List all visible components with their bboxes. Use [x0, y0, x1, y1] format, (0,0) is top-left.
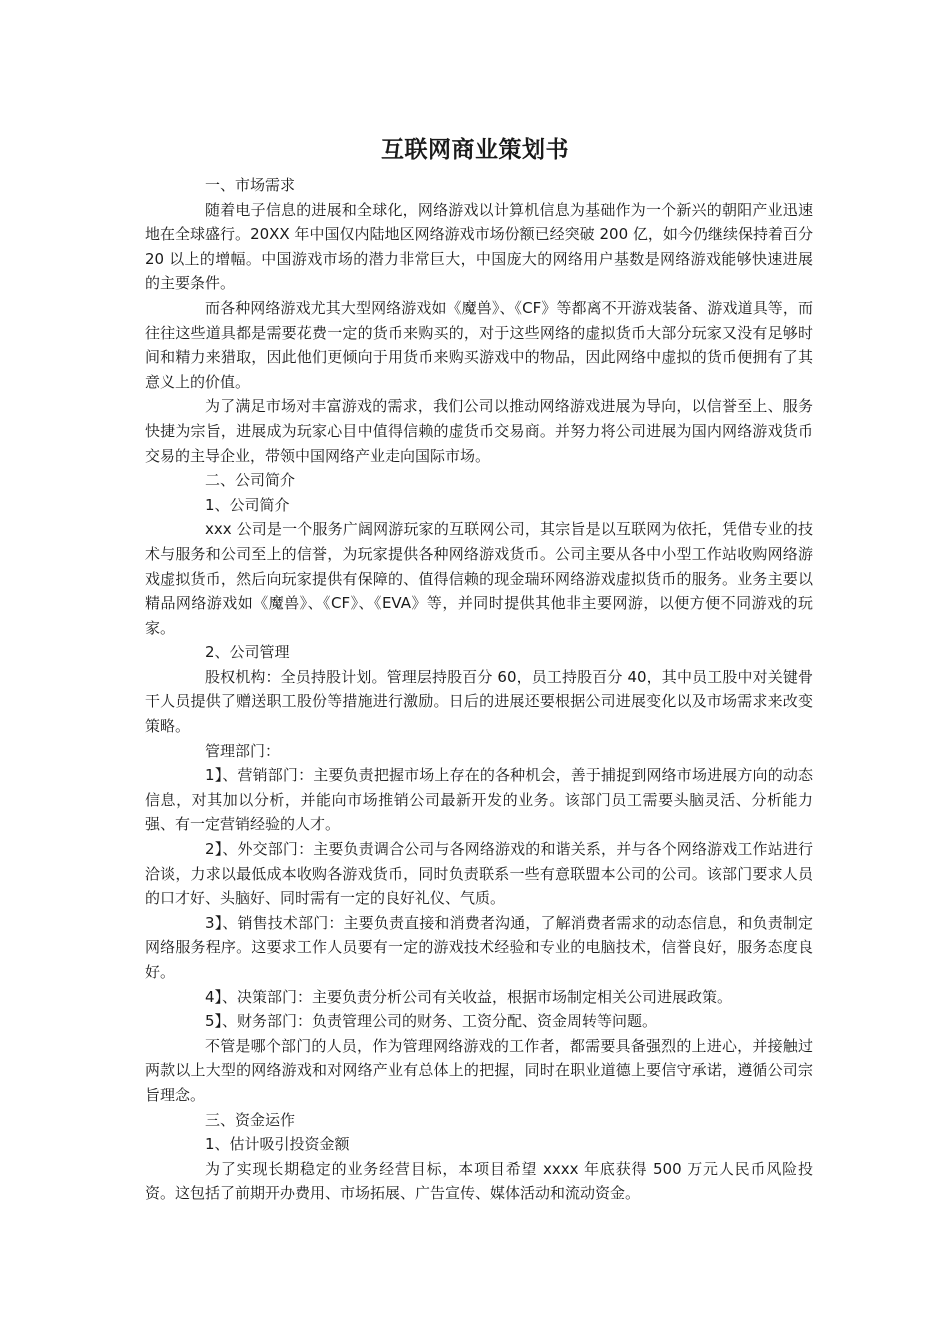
- section-heading: 二、公司简介: [205, 471, 296, 490]
- paragraph: 为了满足市场对丰富游戏的需求，我们公司以推动网络游戏进展为导向，以信誉至上、服务快捷为宗旨，进展成为玩家心目中值得信赖的虚货币交易商。并努力将公司进展为国内网络游戏货币交易的主导企业，带领中国网络产业走向国际市场。: [145, 397, 813, 465]
- paragraph: 为了实现长期稳定的业务经营目标，本项目希望 xxxx 年底获得 500 万元人民币风险投资。这包括了前期开办费用、市场拓展、广告宣传、媒体活动和流动资金。: [145, 1159, 813, 1203]
- paragraph: 5】、财务部门：负责管理公司的财务、工资分配、资金周转等问题。: [205, 1012, 658, 1031]
- paragraph: xxx 公司是一个服务广阔网游玩家的互联网公司，其宗旨是以互联网为依托，凭借专业的技术与服务和公司至上的信誉，为玩家提供各种网络游戏货币。公司主要从各中小型工作站收购网络游戏虚拟货币，然后向玩家提供有保障的、值得信赖的现金瑞环网络游戏虚拟货币的服务。业务主要以精品网络游戏如《魔兽》、《CF》、《EVA》等，并同时提供其他非主要网游，以便方便不同游戏的玩家。: [145, 520, 813, 637]
- paragraph: 2】、外交部门：主要负责调合公司与各网络游戏的和谐关系，并与各个网络游戏工作站进行洽谈，力求以最低成本收购各游戏货币，同时负责联系一些有意联盟本公司的公司。该部门要求人员的口才好、头脑好、同时需有一定的良好礼仪、气质。: [145, 840, 813, 908]
- document-title: 互联网商业策划书: [381, 137, 569, 163]
- paragraph: 管理部门：: [205, 741, 281, 760]
- subsection-heading: 1、公司简介: [205, 495, 290, 514]
- subsection-heading: 1、估计吸引投资金额: [205, 1135, 350, 1154]
- paragraph: 3】、销售技术部门：主要负责直接和消费者沟通，了解消费者需求的动态信息，和负责制定网络服务程序。这要求工作人员要有一定的游戏技术经验和专业的电脑技术，信誉良好，服务态度良好。: [145, 913, 813, 981]
- paragraph: 随着电子信息的进展和全球化，网络游戏以计算机信息为基础作为一个新兴的朝阳产业迅速地在全球盛行。20XX 年中国仅内陆地区网络游戏市场份额已经突破 200 亿，如今仍继续保持着百分 20 以上的增幅。中国游戏市场的潜力非常巨大，中国庞大的网络用户基数是网络游戏能够快速进展的主要条件。: [145, 200, 813, 293]
- paragraph: 4】、决策部门：主要负责分析公司有关收益，根据市场制定相关公司进展政策。: [205, 987, 733, 1006]
- section-heading: 一、市场需求: [205, 176, 296, 194]
- paragraph: 不管是哪个部门的人员，作为管理网络游戏的工作者，都需要具备强烈的上进心，并接触过两款以上大型的网络游戏和对网络产业有总体上的把握，同时在职业道德上要信守承诺，遵循公司宗旨理念。: [145, 1036, 813, 1104]
- document-body: [145, 173, 813, 1206]
- paragraph: 而各种网络游戏尤其大型网络游戏如《魔兽》、《CF》等都离不开游戏装备、游戏道具等，而往往这些道具都是需要花费一定的货币来购买的，对于这些网络的虚拟货币大部分玩家又没有足够时间和精力来猎取，因此他们更倾向于用货币来购买游戏中的物品，因此网络中虚拟的货币便拥有了其意义上的价值。: [145, 298, 813, 391]
- section-heading: 三、资金运作: [205, 1110, 296, 1129]
- subsection-heading: 2、公司管理: [205, 643, 290, 662]
- paragraph: 股权机构：全员持股计划。管理层持股百分 60，员工持股百分 40，其中员工股中对关键骨干人员提供了赠送职工股份等措施进行激励。日后的进展还要根据公司进展变化以及市场需求来改变策略。: [145, 667, 813, 736]
- paragraph: 1】、营销部门：主要负责把握市场上存在的各种机会，善于捕捉到网络市场进展方向的动态信息，对其加以分析，并能向市场推销公司最新开发的业务。该部门员工需要头脑灵活、分析能力强、有一定营销经验的人才。: [145, 766, 813, 834]
